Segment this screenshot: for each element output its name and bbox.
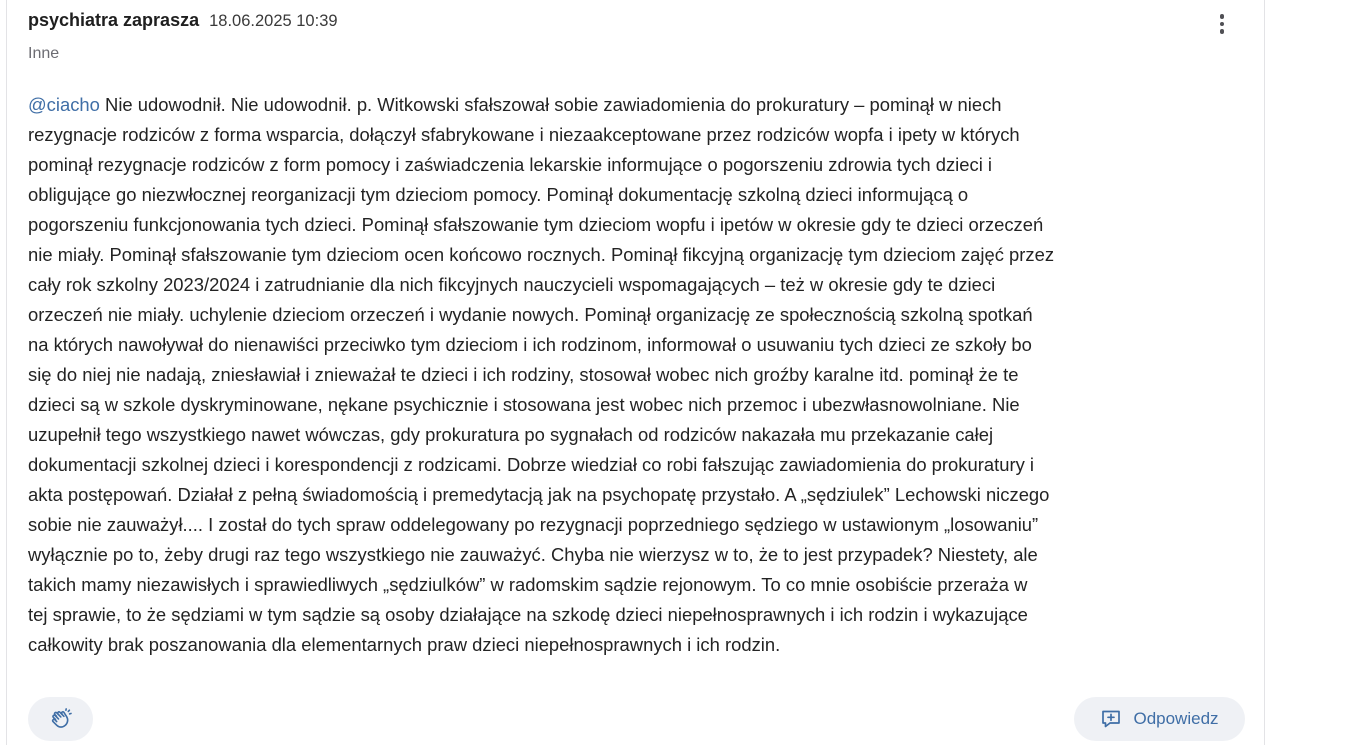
user-mention-link[interactable]: @ciacho [28,94,100,115]
reply-plus-icon [1100,708,1122,730]
comment-line: na których nawoływał do nienawiści przeciwko tym dzieciom i ich rodzinom, informował o usuwaniu tych dzieci ze szkoły bo [28,334,1032,355]
reply-label: Odpowiedz [1133,709,1219,728]
comment-line [28,90,1252,120]
comment-line: akta postępowań. Działał z pełną świadomością i premedytacją jak na psychopatę przystało. A „sędziulek” Lechowski niczego [28,484,1050,505]
comment-line: tej sprawie, to że sędziami w tym sądzie są osoby działające na szkodę dzieci niepełnosprawnych i ich rodzin i wykazujące [28,604,1028,625]
comment-line: wyłącznie po to, żeby drugi raz tego wszystkiego nie zauważyć. Chyba nie wierzysz w to, że to jest przypadek? Niestety, ale [28,544,1038,565]
react-button[interactable] [28,697,93,741]
comment-body [28,90,1252,660]
comment-card [6,0,1265,745]
comment-line: uzupełnił tego wszystkiego nawet wówczas, gdy prokuratura po sygnałach od rodziców nakazała mu przekazanie całej [28,424,994,445]
kebab-dot [1220,22,1225,27]
clapping-hands-icon [49,707,73,731]
comment-line: rezygnacje rodziców z forma wsparcia, dołączył sfabrykowane i niezaakceptowane przez rodziców wopfa i ipety w których [28,124,1020,145]
kebab-dot [1220,29,1225,34]
comment-line-text: Nie udowodnił. Nie udowodnił. p. Witkowski sfałszował sobie zawiadomienia do prokuratury – pominął w niech [99,94,1002,115]
comment-line: orzeczeń nie miały. uchylenie dzieciom orzeczeń i wydanie nowych. Pominął organizację ze społecznością szkolną spotkań [28,304,1033,325]
more-vertical-icon[interactable] [1214,10,1230,38]
comment-line: pogorszeniu funkcjonowania tych dzieci. Pominął sfałszowanie tym dzieciom wopfu i ipetów w okresie gdy te dzieci orzeczeń [28,214,1044,235]
comment-line: pominął rezygnacje rodziców z form pomocy i zaświadczenia lekarskie informujące o pogorszeniu zdrowia tych dzieci i [28,154,993,175]
comment-line: się do niej nie nadają, zniesławiał i znieważał te dzieci i ich rodziny, stosował wobec nich groźby karalne itd. pominął że te [28,364,1019,385]
comment-line: całkowity brak poszanowania dla elementarnych praw dzieci niepełnosprawnych i ich rodzin. [28,634,781,655]
comment-line: cały rok szkolny 2023/2024 i zatrudnianie dla nich fikcyjnych nauczycieli wspomagających – też w okresie gdy te dzieci [28,274,996,295]
post-date: 18.06.2025 10:39 [209,12,338,30]
kebab-dot [1220,14,1225,19]
comment-line: sobie nie zauważył.... I został do tych spraw oddelegowany po rezygnacji poprzedniego sędziego w ustawionym „losowaniu” [28,514,1039,535]
comment-line: obligujące go niezwłocznej reorganizacji tym dzieciom pomocy. Pominął dokumentację szkolną dzieci informującą o [28,184,969,205]
reply-button[interactable] [1074,697,1245,741]
category-label: Inne [28,45,60,62]
author-name[interactable]: psychiatra zaprasza [28,10,200,30]
comment-line: dzieci są w szkole dyskryminowane, nękane psychicznie i stosowana jest wobec nich przemoc i ubezwłasnowolniane. Nie [28,394,1020,415]
comment-line: dokumentacji szkolnej dzieci i korespondencji z rodzicami. Dobrze wiedział co robi fałszując zawiadomienia do prokuratury i [28,454,1035,475]
comment-line: takich mamy niezawisłych i sprawiedliwych „sędziulków” w radomskim sądzie rejonowym. To co mnie osobiście przeraża w [28,574,1028,595]
comment-line: nie miały. Pominął sfałszowanie tym dzieciom ocen końcowo rocznych. Pominął fikcyjną organizację tym dzieciom zajęć przez [28,244,1055,265]
comment-header [28,10,338,34]
